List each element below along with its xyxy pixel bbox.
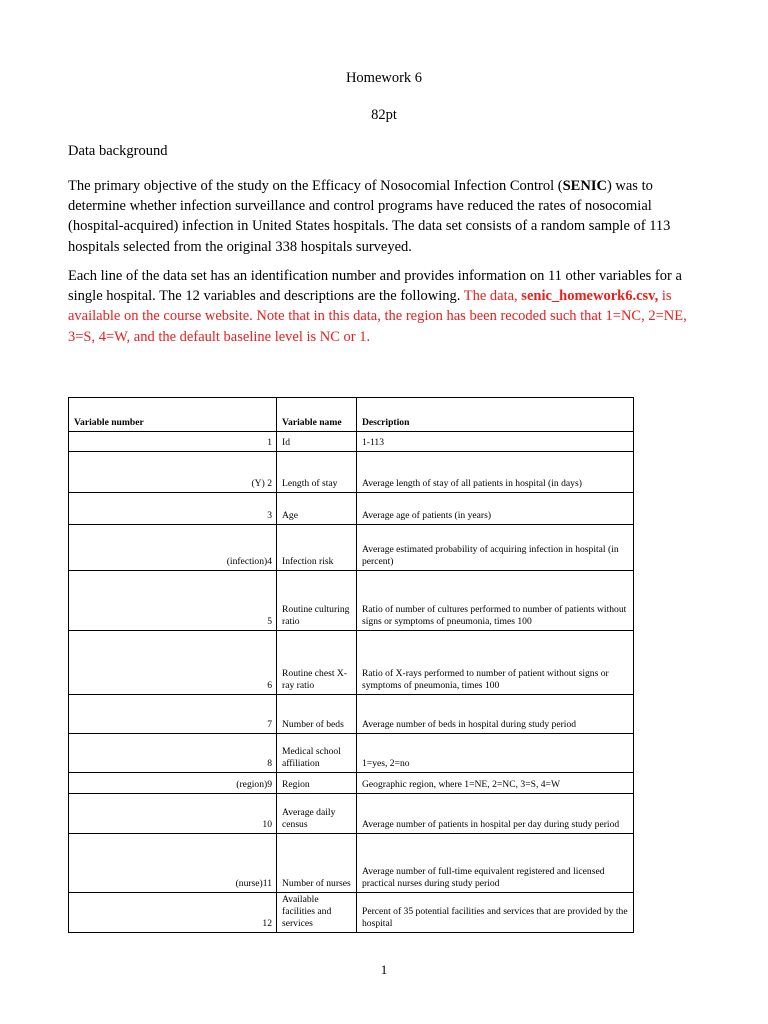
intro-text-before: The primary objective of the study on the Efficacy of Nosocomial Infection Control (: [68, 178, 563, 194]
cell-description: Percent of 35 potential facilities and services that are provided by the hospital: [357, 893, 634, 933]
table-row: [69, 493, 634, 525]
header-variable-number: Variable number: [69, 398, 277, 432]
cell-description: Geographic region, where 1=NE, 2=NC, 3=S, 4=W: [357, 773, 634, 794]
senic-acronym: SENIC: [562, 178, 607, 194]
cell-description: 1-113: [357, 432, 634, 452]
table-row: [69, 734, 634, 773]
cell-description: Average number of full-time equivalent registered and licensed practical nurses during study period: [357, 834, 634, 893]
cell-number: 7: [69, 695, 277, 734]
cell-number: (region)9: [69, 773, 277, 794]
cell-name: Routine chest X-ray ratio: [277, 631, 357, 695]
cell-description: 1=yes, 2=no: [357, 734, 634, 773]
cell-number: 1: [69, 432, 277, 452]
table-row: [69, 432, 634, 452]
table-row: [69, 695, 634, 734]
cell-description: Ratio of number of cultures performed to number of patients without signs or symptoms of pneumonia, times 100: [357, 571, 634, 631]
cell-description: Average estimated probability of acquiring infection in hospital (in percent): [357, 525, 634, 571]
section-heading: Data background: [68, 143, 168, 159]
cell-number: 8: [69, 734, 277, 773]
cell-number: (Y) 2: [69, 452, 277, 493]
cell-name: Number of beds: [277, 695, 357, 734]
data-text-plain: Each line of the data set has an identification number and provides information on 11 other variables for a single hospital. The 12 variables and descriptions are the following.: [68, 268, 682, 305]
cell-number: (infection)4: [69, 525, 277, 571]
header-description: Description: [357, 398, 634, 432]
cell-description: Average number of beds in hospital during study period: [357, 695, 634, 734]
header-variable-name: Variable name: [277, 398, 357, 432]
table-row: [69, 631, 634, 695]
points-label: 82pt: [371, 107, 397, 123]
cell-description: Average length of stay of all patients in hospital (in days): [357, 452, 634, 493]
data-filename: senic_homework6.csv,: [521, 288, 659, 305]
cell-name: Available facilities and services: [277, 893, 357, 933]
cell-name: Id: [277, 432, 357, 452]
table-row: [69, 834, 634, 893]
table-row: [69, 571, 634, 631]
data-note-before: The data,: [463, 288, 522, 305]
data-paragraph: [68, 266, 708, 347]
cell-name: Infection risk: [277, 525, 357, 571]
table-header-row: [69, 398, 634, 432]
cell-description: Average age of patients (in years): [357, 493, 634, 525]
page-number: 1: [380, 962, 388, 977]
table-row: [69, 794, 634, 834]
cell-description: Average number of patients in hospital per day during study period: [357, 794, 634, 834]
table-row: [69, 525, 634, 571]
table-row: [69, 893, 634, 933]
cell-name: Medical school affiliation: [277, 734, 357, 773]
cell-number: 5: [69, 571, 277, 631]
cell-name: Routine culturing ratio: [277, 571, 357, 631]
cell-number: 10: [69, 794, 277, 834]
cell-name: Region: [277, 773, 357, 794]
table-row: [69, 773, 634, 794]
intro-text-after: ) was to determine whether infection surveillance and control programs have reduced the rates of nosocomial (hospital-acquired) infection in United States hospitals. The data set consists of a random sample of 113 hospitals selected from the original 338 hospitals surveyed.: [68, 178, 671, 255]
cell-description: Ratio of X-rays performed to number of patient without signs or symptoms of pneumonia, times 100: [357, 631, 634, 695]
cell-name: Average daily census: [277, 794, 357, 834]
data-note-after: is available on the course website. Note that in this data, the region has been recoded such that 1=NC, 2=NE, 3=S, 4=W, and the default baseline level is NC or 1.: [68, 288, 687, 345]
variables-table: [68, 397, 634, 933]
cell-name: Number of nurses: [277, 834, 357, 893]
cell-number: 12: [69, 893, 277, 933]
cell-number: 6: [69, 631, 277, 695]
cell-name: Length of stay: [277, 452, 357, 493]
table-row: [69, 452, 634, 493]
cell-number: 3: [69, 493, 277, 525]
page-title: Homework 6: [345, 70, 423, 86]
intro-paragraph: [68, 176, 708, 257]
cell-number: (nurse)11: [69, 834, 277, 893]
cell-name: Age: [277, 493, 357, 525]
